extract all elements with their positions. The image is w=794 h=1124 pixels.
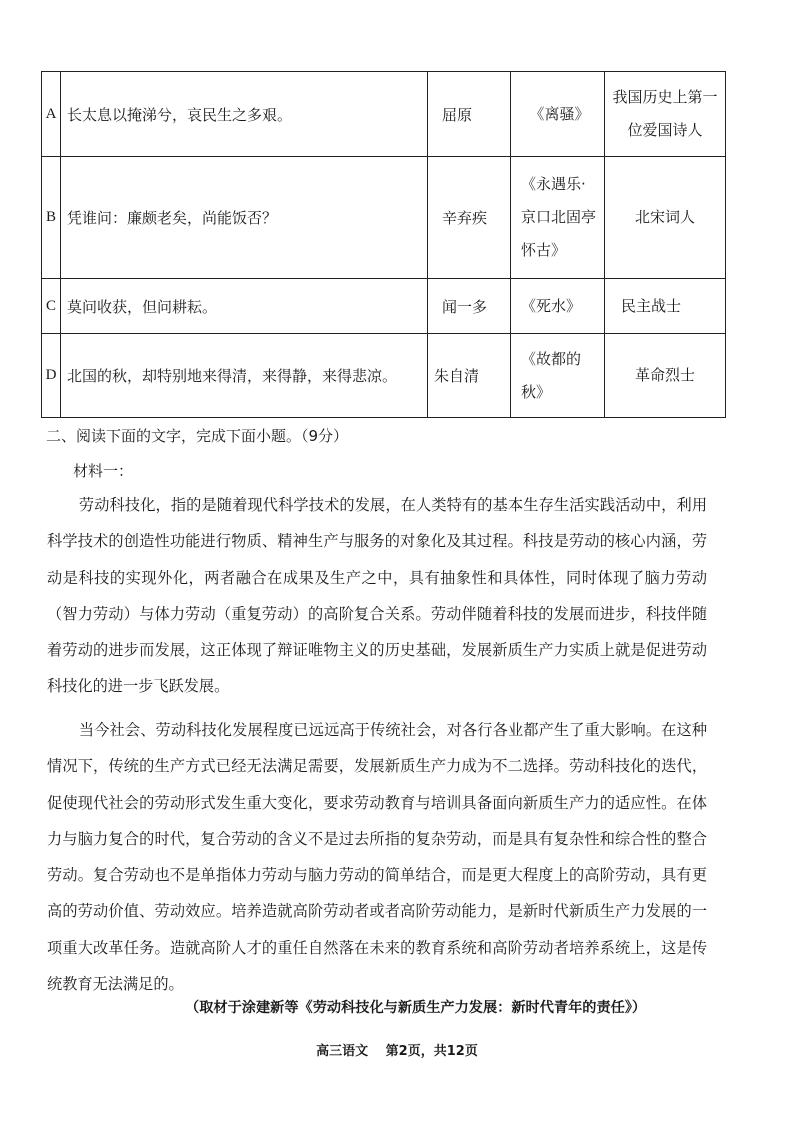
table-row [42,279,726,334]
option-work: 《故都的秋》 [511,334,605,418]
option-work: 《离骚》 [511,72,605,157]
option-quote: 长太息以掩涕兮，哀民生之多艰。 [61,72,428,157]
page-footer: 高三语文 第2页，共12页 [316,1044,478,1059]
option-letter: C [42,279,61,334]
body-paragraph: 当今社会、劳动科技化发展程度已远远高于传统社会，对各行各业都产生了重大影响。在这种情况下，传统的生产方式已经无法满足需要，发展新质生产力成为不二选择。劳动科技化的迭代，促使现代社会的劳动形式发生重大变化，要求劳动教育与培训具备面向新质生产力的适应性。在体力与脑力复合的时代，复合劳动的含义不是过去所指的复杂劳动，而是具有复杂性和综合性的整合劳动。复合劳动也不是单指体力劳动与脑力劳动的简单结合，而是更大程度上的高阶劳动，具有更高的劳动价值、劳动效应。培养造就高阶劳动者或者高阶劳动能力，是新时代新质生产力发展的一项重大改革任务。造就高阶人才的重任自然落在未来的教育系统和高阶劳动者培养系统上，这是传统教育无法满足的。 [47,721,707,994]
option-letter: A [42,72,61,157]
option-quote: 凭谁问：廉颇老矣，尚能饭否？ [61,157,428,279]
question-heading: 二、阅读下面的文字，完成下面小题。（9分） [46,427,349,445]
material-title: 材料一： [73,462,134,480]
body-paragraph: 劳动科技化，指的是随着现代科学技术的发展，在人类特有的基本生存生活实践活动中，利用科学技术的创造性功能进行物质、精神生产与服务的对象化及其过程。科技是劳动的核心内涵，劳动是科技的实现外化，两者融合在成果及生产之中，具有抽象性和具体性，同时体现了脑力劳动（智力劳动）与体力劳动（重复劳动）的高阶复合关系。劳动伴随着科技的发展而进步，科技伴随着劳动的进步而发展，这正体现了辩证唯物主义的历史基础，发展新质生产力实质上就是促进劳动科技化的进一步飞跃发展。 [47,496,707,696]
options-table [41,71,726,418]
option-description: 我国历史上第一位爱国诗人 [605,72,726,157]
option-work: 《永遇乐·京口北固亭怀古》 [511,157,605,279]
option-description: 北宋词人 [605,157,726,279]
option-work: 《死水》 [511,279,605,334]
table-row [42,72,726,157]
option-quote: 北国的秋，却特别地来得清，来得静，来得悲凉。 [61,334,428,418]
option-quote: 莫问收获，但问耕耘。 [61,279,428,334]
option-author: 朱自清 [428,334,511,418]
option-author: 闻一多 [428,279,511,334]
table-row [42,334,726,418]
option-author: 屈原 [428,72,511,157]
table-row [42,157,726,279]
option-letter: B [42,157,61,279]
option-letter: D [42,334,61,418]
source-citation: （取材于涂建新等《劳动科技化与新质生产力发展：新时代青年的责任》） [185,1000,647,1016]
option-description: 民主战士 [605,279,726,334]
option-author: 辛弃疾 [428,157,511,279]
option-description: 革命烈士 [605,334,726,418]
